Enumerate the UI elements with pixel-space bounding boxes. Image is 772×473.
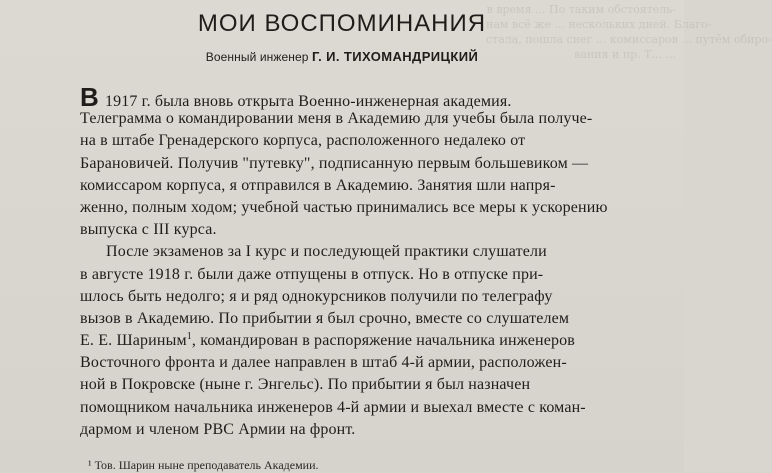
paragraph-2-line: После экзаменов за I курс и последующей практики слушатели	[106, 243, 547, 261]
bleed-line: стала, пошла снег ... комиссаров ... путём обиро-	[486, 33, 772, 46]
paragraph-1-line: женно, полным ходом; учебной частью принимались все меры к ускорению	[80, 198, 608, 216]
paragraph-2-line: вызов в Академию. По прибытии я был срочно, вместе со слушателем	[80, 309, 570, 327]
paragraph-1-line	[80, 82, 660, 112]
drop-cap: В	[80, 82, 99, 112]
paragraph-1-line: на в штабе Гренадерского корпуса, расположенного недалеко от	[80, 132, 526, 150]
bleed-line: нам всё же ... нескольких дней. Благо-	[486, 18, 712, 31]
article-title: МОИ ВОСПОМИНАНИЯ	[197, 10, 487, 37]
paragraph-2-line: дармом и членом РВС Армии на фронт.	[80, 420, 356, 438]
paragraph-2-line-text: , командирован в распоряжение начальника инженеров	[191, 332, 575, 350]
paragraph-2-line: помощником начальника инженеров 4-й армии и выехал вместе с коман-	[80, 398, 586, 416]
paragraph-1-line: Барановичей. Получив "путевку", подписанную первым большевиком —	[80, 154, 589, 172]
paragraph-1-line: комиссаром корпуса, я отправился в Академию. Занятия шли напря-	[80, 176, 556, 194]
bleed-line: вания и пр. Т... ...	[574, 48, 676, 61]
byline-prefix: Военный инженер	[205, 50, 309, 64]
paragraph-1-line: выпуска с III курса.	[80, 221, 217, 239]
footnote: ¹ Тов. Шарин ныне преподаватель Академии.	[88, 458, 319, 472]
byline	[0, 49, 684, 64]
paragraph-1-line-text: 1917 г. была вновь открыта Военно-инженерная академия.	[104, 93, 512, 110]
paragraph-2-line: шлось быть недолго; я и ряд однокурсников получили по телеграфу	[80, 287, 553, 305]
paragraph-2-line-text: Е. Е. Шариным	[80, 332, 187, 350]
article-body	[80, 82, 660, 441]
paragraph-2-line	[80, 330, 660, 352]
paragraph-2-line: Восточного фронта и далее направлен в штаб 4-й армии, расположен-	[80, 354, 567, 372]
paragraph-1-line: Телеграмма о командировании меня в Академию для учебы была получе-	[80, 110, 593, 128]
paragraph-2-line: в августе 1918 г. были даже отпущены в отпуск. Но в отпуске при-	[80, 265, 544, 283]
bleed-line: в время ... По таким обстоятель-	[486, 3, 676, 16]
byline-author: Г. И. ТИХОМАНДРИЦКИЙ	[311, 49, 479, 64]
paragraph-2-line: ной в Покровске (ныне г. Энгельс). По прибытии я был назначен	[80, 376, 531, 394]
footnote-marker[interactable]: 1	[186, 331, 192, 343]
